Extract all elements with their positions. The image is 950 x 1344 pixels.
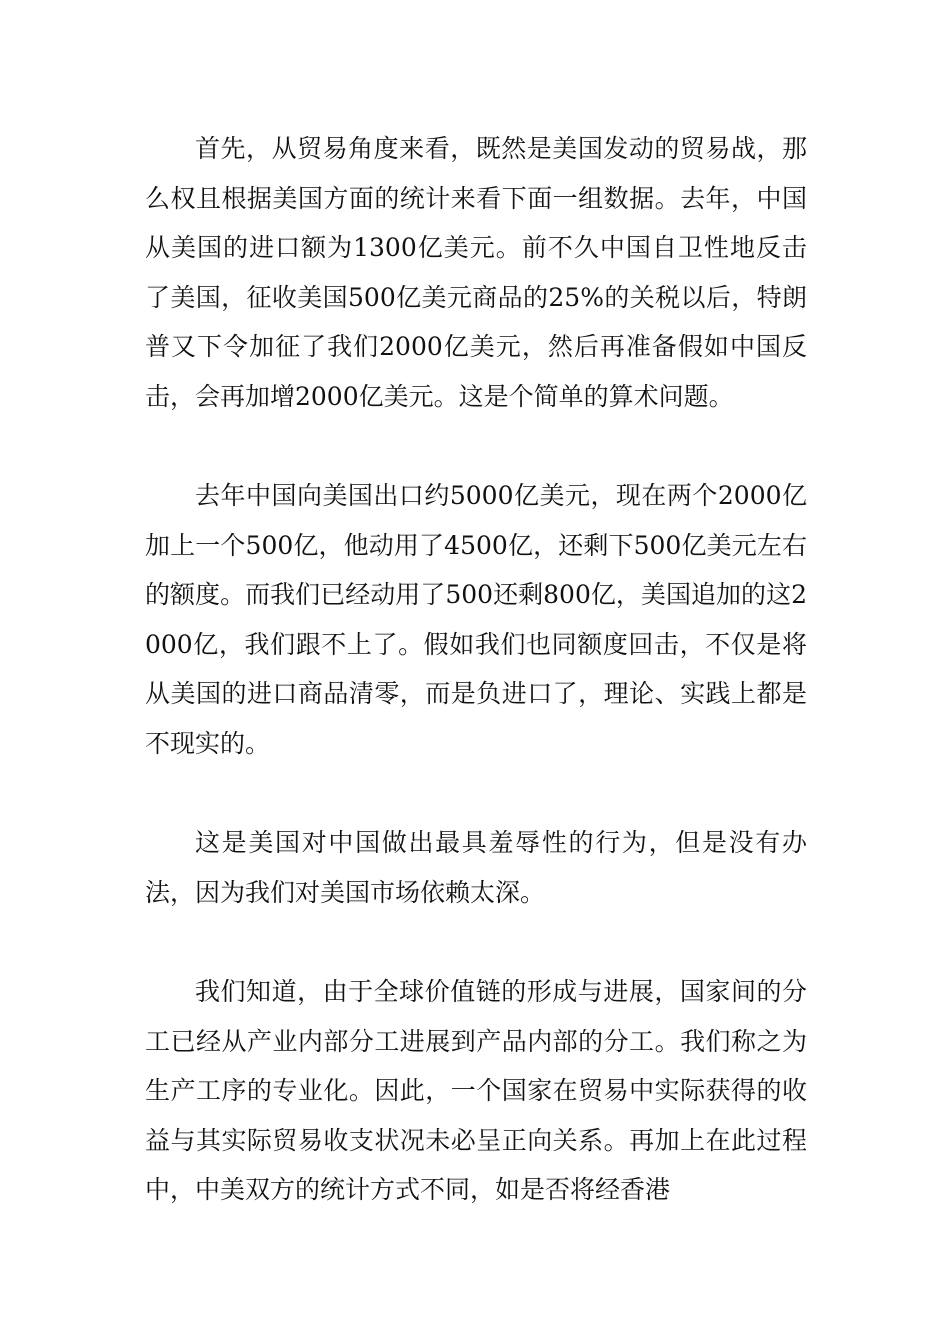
paragraph-market-dependence: 这是美国对中国做出最具羞辱性的行为，但是没有办法，因为我们对美国市场依赖太深。	[145, 828, 807, 907]
paragraph-trade-data: 首先，从贸易角度来看，既然是美国发动的贸易战，那么权且根据美国方面的统计来看下面一组数据。去年，中国从美国的进口额为1300亿美元。前不久中国自卫性地反击了美国，征收美国500亿美元商品的25%的关税以后，特朗普又下令加征了我们2000亿美元，然后再准备假如中国反击，会再加增2000亿美元。这是个简单的算术问题。	[145, 134, 807, 411]
document-body	[145, 124, 807, 1215]
paragraph-export-quota: 去年中国向美国出口约5000亿美元，现在两个2000亿加上一个500亿，他动用了4500亿，还剩下500亿美元左右的额度。而我们已经动用了500还剩800亿，美国追加的这2000亿，我们跟不上了。假如我们也同额度回击，不仅是将从美国的进口商品清零，而是负进口了，理论、实践上都是不现实的。	[145, 481, 807, 758]
paragraph-value-chain: 我们知道，由于全球价值链的形成与进展，国家间的分工已经从产业内部分工进展到产品内部的分工。我们称之为生产工序的专业化。因此，一个国家在贸易中实际获得的收益与其实际贸易收支状况未必呈正向关系。再加上在此过程中，中美双方的统计方式不同，如是否将经香港	[145, 977, 807, 1204]
